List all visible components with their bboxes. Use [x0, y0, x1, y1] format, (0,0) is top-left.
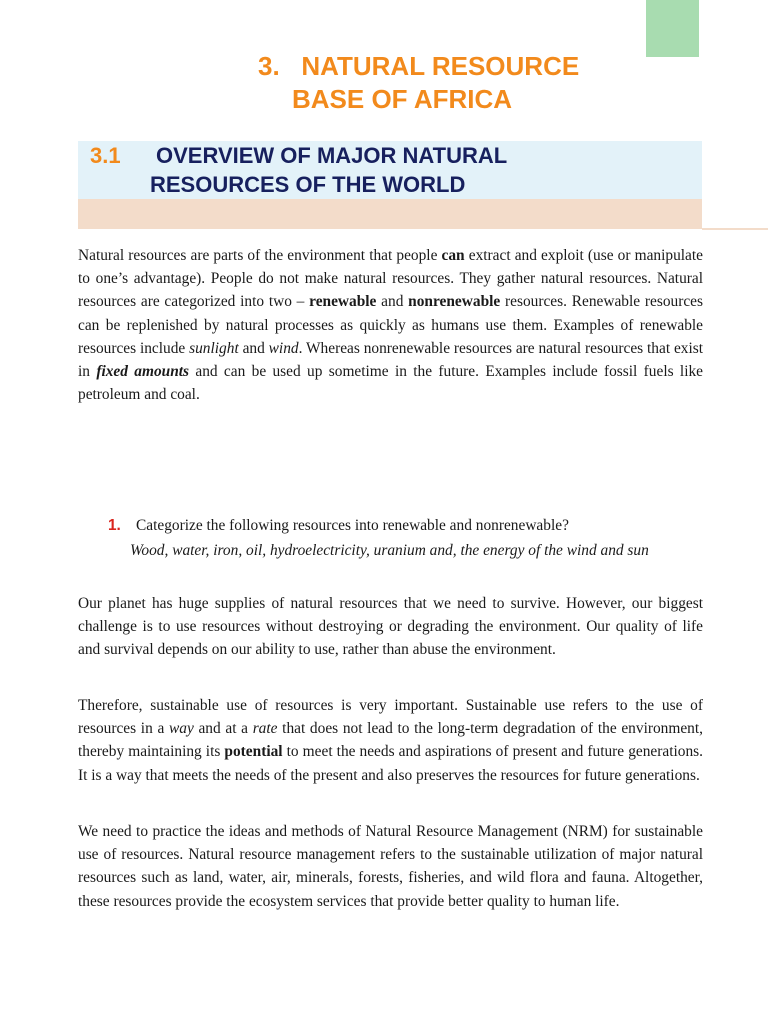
paragraph-challenge: Our planet has huge supplies of natural resources that we need to survive. However, our biggest challenge is to use resources without destroying or degrading the environment. Our quality of life and survival depends on our ability to use, rather than abuse the environment. [78, 595, 703, 659]
paragraph-intro: Natural resources are parts of the environment that people can extract and exploit (use or manipulate to one’s advantage). People do not make natural resources. They gather natural resources. Natural resources are categorized into two – renewable and nonrenewable resources. Renewable resources can be replenished by natural processes as quickly as humans use them. Examples of renewable resources include sunlight and wind. Whereas nonrenewable resources are natural resources that exist in fixed amounts and can be used up sometime in the future. Examples include fossil fuels like petroleum and coal. [78, 247, 704, 404]
corner-tab [646, 0, 699, 57]
section-header-underband [78, 199, 702, 229]
chapter-number: 3. [258, 51, 280, 81]
chapter-title [258, 50, 678, 116]
section-title-line1: OVERVIEW OF MAJOR NATURAL [156, 143, 508, 168]
paragraph-sustainable-use: Therefore, sustainable use of resources is very important. Sustainable use refers to the use of resources in a way and at a rate that does not lead to the long-term degradation of the environment, thereby maintaining its potential to meet the needs and aspirations of present and future generations. It is a way that meets the needs of the present and also preserves the resources for future generations. [78, 697, 703, 784]
section-rule [702, 228, 768, 230]
question-text: Categorize the following resources into renewable and nonrenewable? [136, 517, 569, 534]
section-title [90, 141, 690, 199]
section-title-line2: RESOURCES OF THE WORLD [150, 172, 466, 197]
question-number: 1. [108, 517, 121, 534]
chapter-title-line1: NATURAL RESOURCE [301, 51, 580, 81]
chapter-title-line2: BASE OF AFRICA [292, 84, 513, 114]
question-items: Wood, water, iron, oil, hydroelectricity, uranium and, the energy of the wind and sun [130, 542, 649, 559]
paragraph-nrm: We need to practice the ideas and methods of Natural Resource Management (NRM) for sustainable use of resources. Natural resource management refers to the sustainable utilization of major natural resources such as land, water, air, minerals, forests, fisheries, and wild flora and fauna. Altogether, these resources provide the ecosystem services that provide better quality to human life. [78, 823, 703, 910]
activity-question [108, 513, 708, 563]
section-number: 3.1 [90, 143, 121, 168]
